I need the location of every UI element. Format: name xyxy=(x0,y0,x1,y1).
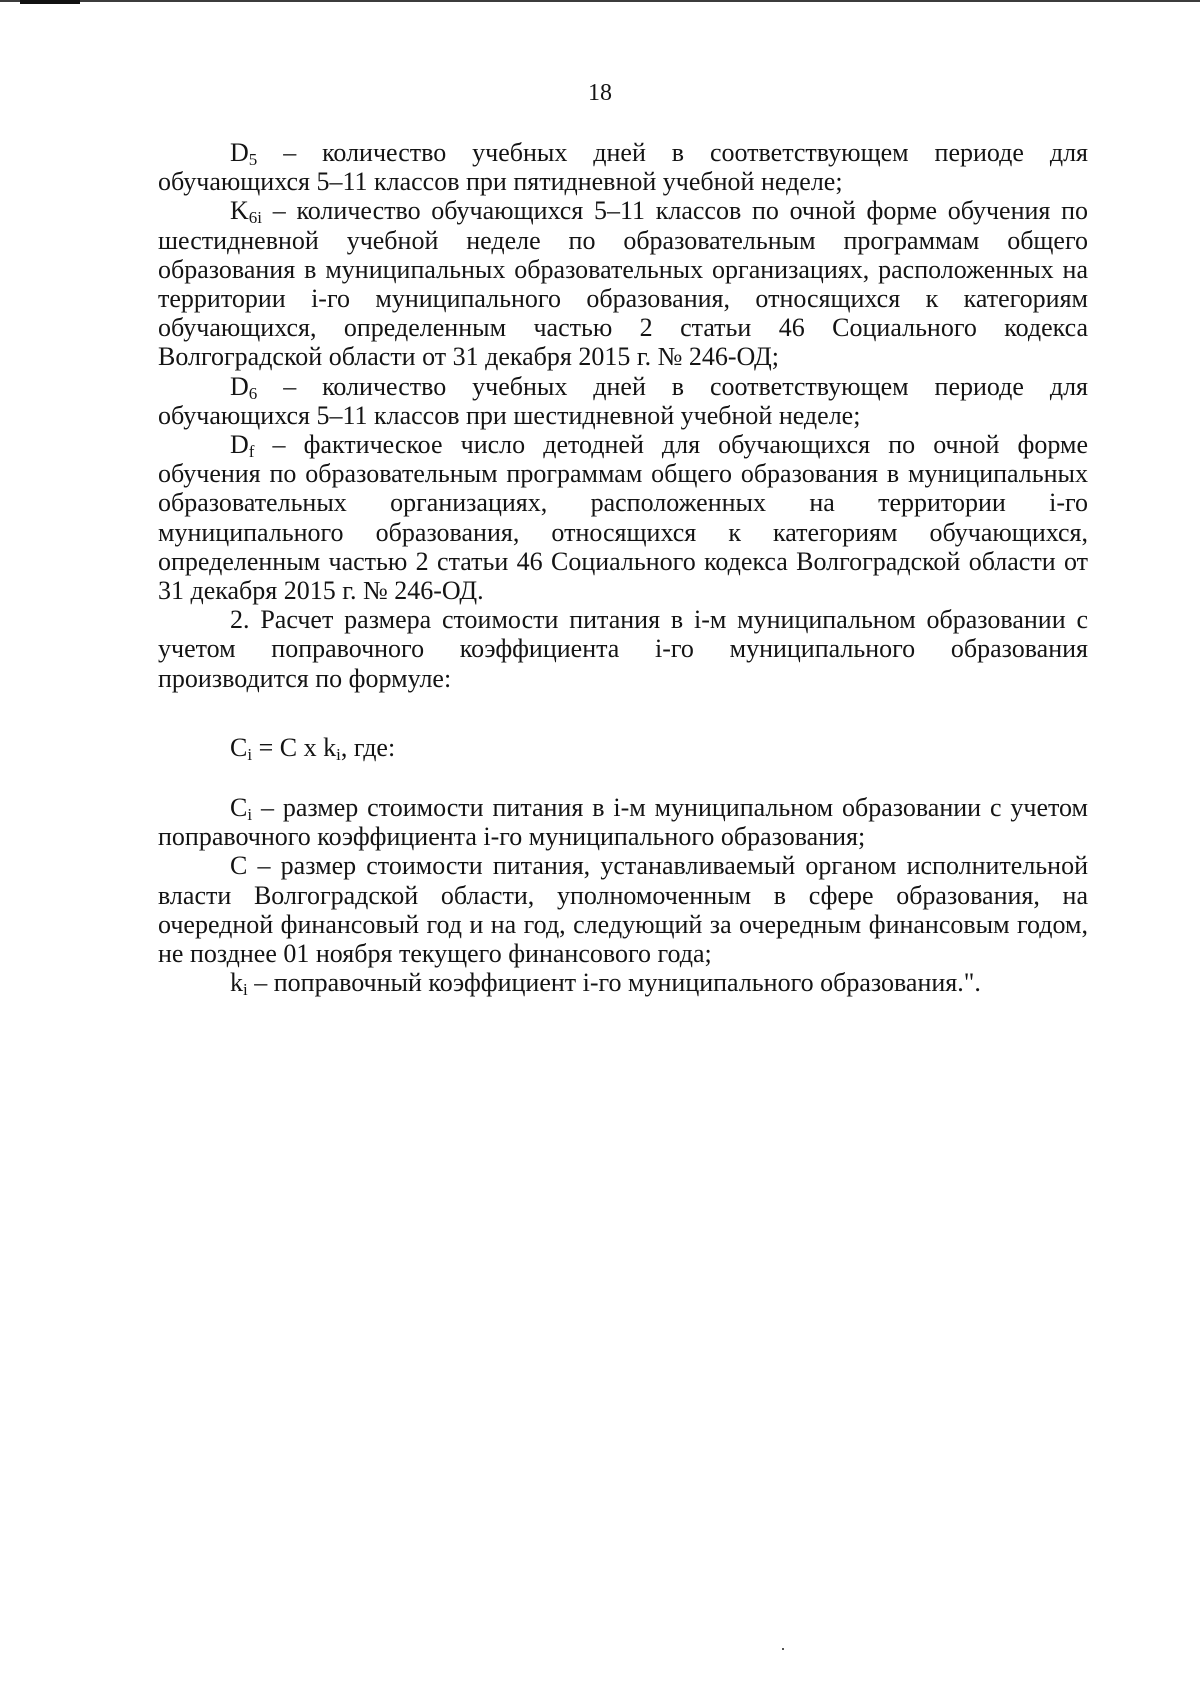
formula-ci: $C_i$ xyxy=(230,732,253,764)
scan-speck xyxy=(782,1648,784,1650)
definition-ci: $C_i$ – размер стоимости питания в i-м муниципальном образовании с учетом поправочного коэффициента i-го муниципального образования; xyxy=(158,793,1088,852)
page-number: 18 xyxy=(588,80,612,106)
document-body xyxy=(158,138,1088,1000)
symbol-d5: $D_5$ xyxy=(230,138,258,169)
definition-c: С – размер стоимости питания, устанавливаемый органом исполнительной власти Волгоградской области, уполномоченным в сфере образования, на очередной финансовый год и на год, следующий за очередным финансовым годом, не позднее 01 ноября текущего финансового года; xyxy=(158,851,1088,969)
symbol-ki: $k_i$ xyxy=(230,968,248,1000)
definition-k6i: $K_{6i}$ – количество обучающихся 5–11 классов по очной форме обучения по шестидневной учебной неделе по образовательным программам общего образования в муниципальных образовательных организациях, расположенных на территории i-го муниципального образования, относящихся к категориям обучающихся, определенным частью 2 статьи 46 Социального кодекса Волгоградской области от 31 декабря 2015 г. № 246-ОД; xyxy=(158,196,1088,372)
symbol-ci: $C_i$ xyxy=(230,793,253,825)
formula-ki: $k_i$ xyxy=(323,732,341,764)
definition-df: $D_f$ – фактическое число детодней для обучающихся по очной форме обучения по образовательным программам общего образования в муниципальных образовательных организациях, расположенных на территории i-го муниципального образования, относящихся к категориям обучающихся, определенным частью 2 статьи 46 Социального кодекса Волгоградской области от 31 декабря 2015 г. № 246-ОД. xyxy=(158,430,1088,606)
paragraph-item-2: 2. Расчет размера стоимости питания в i-м муниципальном образовании с учетом поправочного коэффициента i-го муниципального образования производится по формуле: xyxy=(158,605,1088,693)
scan-mark xyxy=(20,0,80,4)
scan-top-edge xyxy=(0,0,1200,2)
formula: $C_i = C$ x $k_i$, где: xyxy=(230,732,396,764)
symbol-df: $D_f$ xyxy=(230,430,255,462)
definition-d6: $D_6$ – количество учебных дней в соответствующем периоде для обучающихся 5–11 классов при шестидневной учебной неделе; xyxy=(158,371,1088,430)
definition-d5: $D_5$ – количество учебных дней в соответствующем периоде для обучающихся 5–11 классов при пятидневной учебной неделе; xyxy=(158,138,1088,197)
definition-ki: $k_i$ – поправочный коэффициент i-го муниципального образования.". xyxy=(230,968,981,1000)
symbol-d6: $D_6$ xyxy=(230,371,258,403)
symbol-k6i: $K_{6i}$ xyxy=(230,196,263,228)
